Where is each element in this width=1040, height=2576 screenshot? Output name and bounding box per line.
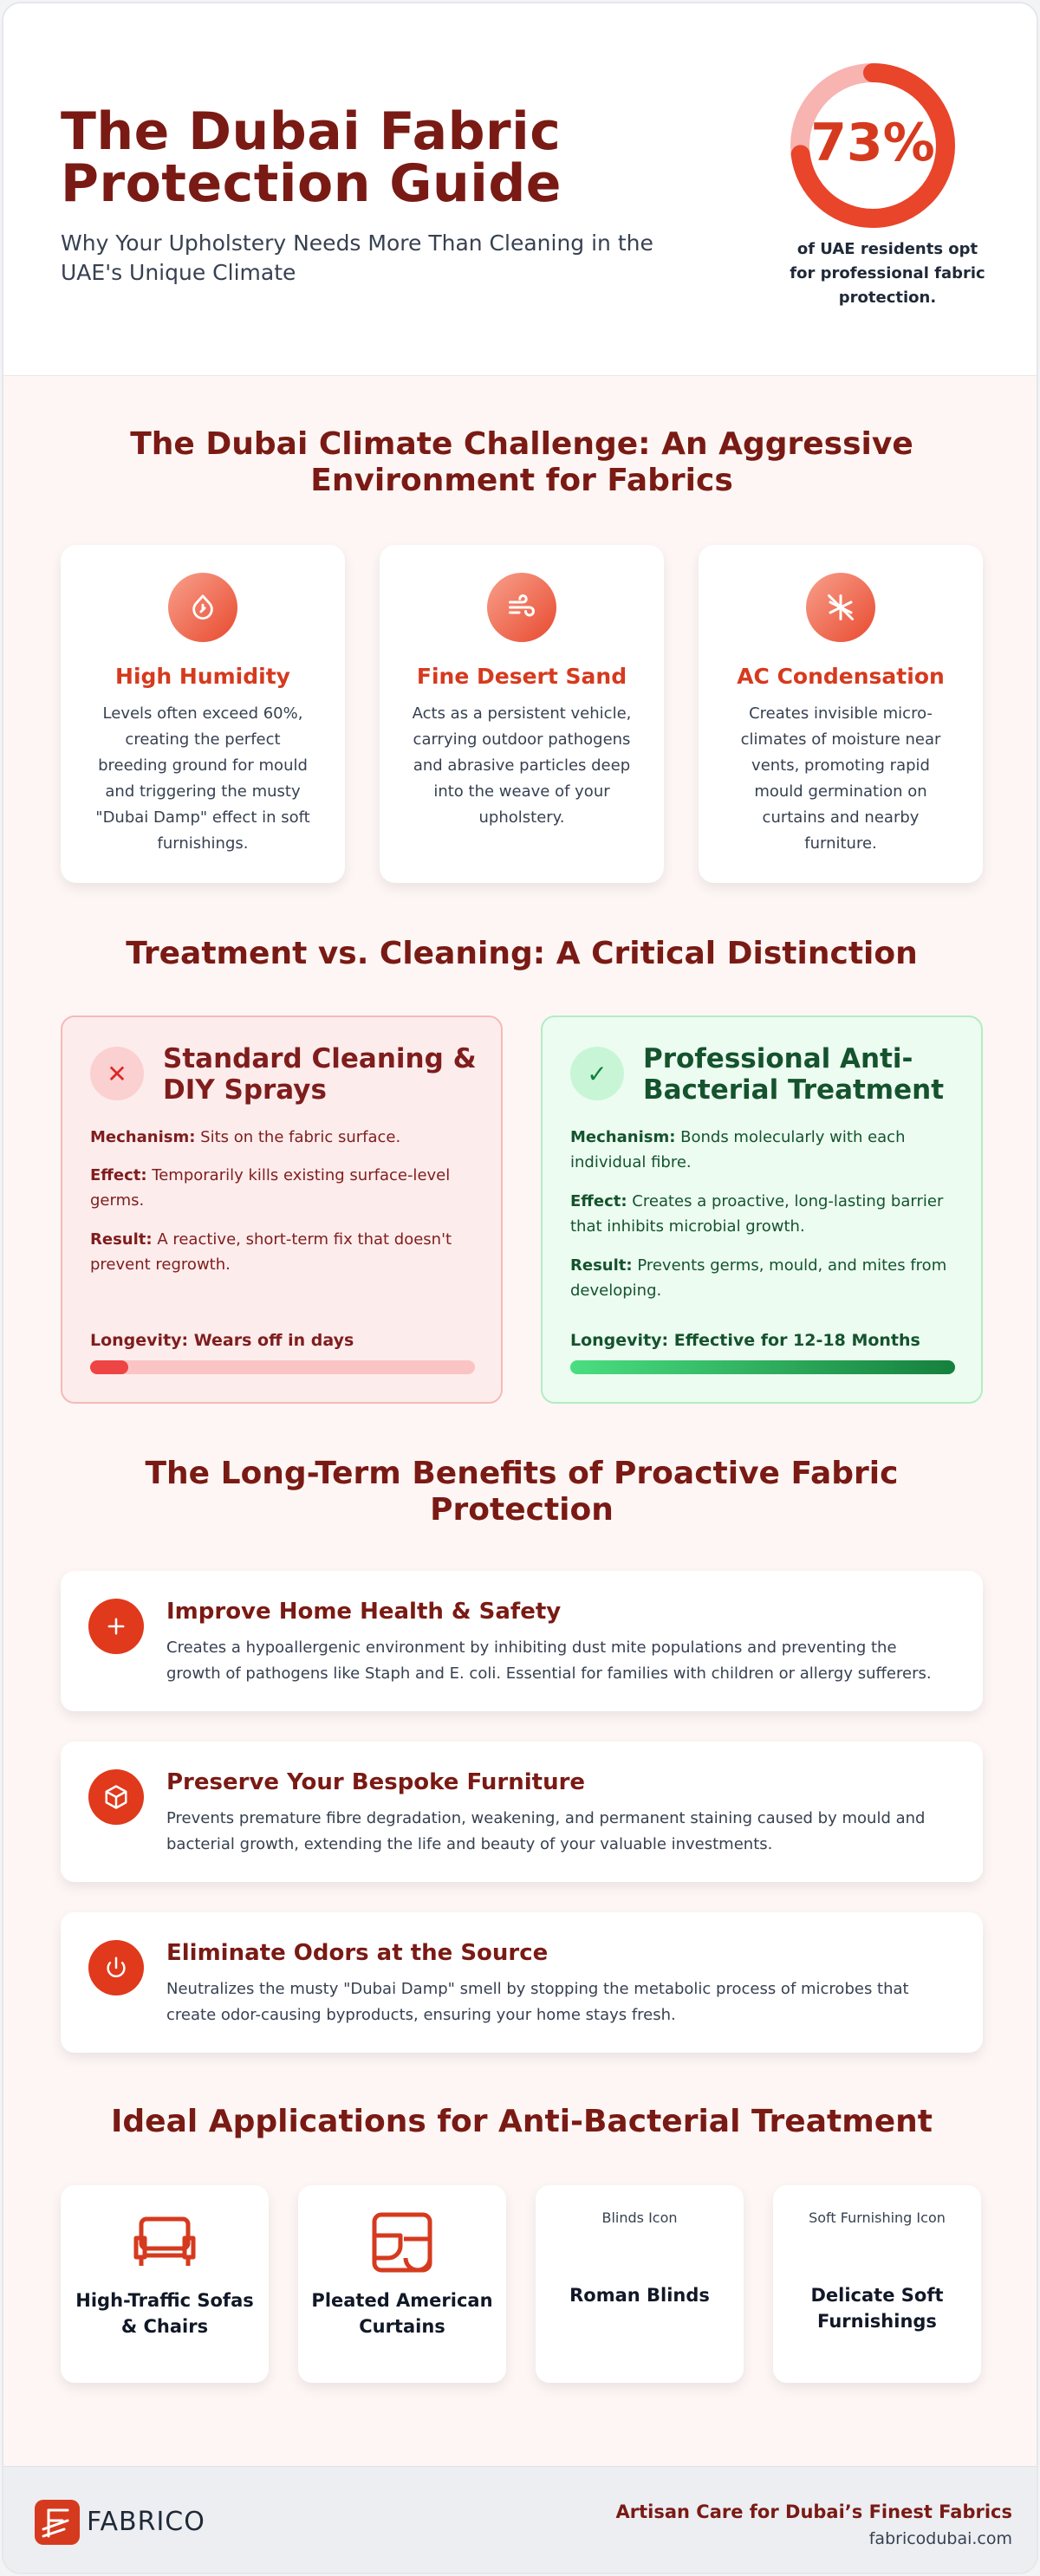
page-subtitle: Why Your Upholstery Needs More Than Cleaning in the UAE's Unique Climate [61,230,653,285]
standard-longevity-bar [90,1360,475,1374]
logo-text: FABRICO [87,2507,205,2537]
box-icon [88,1769,144,1825]
climate-card-text: Levels often exceed 60%, creating the perfect breeding ground for mould and triggering the musty "Dubai Damp" effect in soft furnishings. [95,704,310,853]
header [3,3,1038,376]
application-label: Pleated American Curtains [311,2290,493,2337]
professional-longevity-fill [570,1360,955,1374]
standard-cleaning-title: Standard Cleaning & DIY Sprays [163,1043,477,1106]
professional-treatment-title: Professional Anti-Bacterial Treatment [643,1043,945,1106]
applications-section-title: Ideal Applications for Anti-Bacterial Treatment [111,2104,933,2139]
comparison-section-title: Treatment vs. Cleaning: A Critical Distinction [126,936,918,971]
standard-cleaning-card [61,1015,503,1404]
soft-furnishing-icon: Soft Furnishing Icon [809,2209,946,2226]
page-title: The Dubai Fabric Protection Guide [61,101,562,214]
logo-icon [35,2500,80,2545]
check-icon: ✓ [570,1047,624,1100]
benefit-text: Creates a hypoallergenic environment by inhibiting dust mite populations and preventing the growth of pathogens like Staph and E. coli. Essential for families with children or allergy sufferers. [166,1638,932,1683]
stat-value: 73% [810,113,935,173]
professional-mechanism: Mechanism: Bonds molecularly with each individual fibre. [570,1128,906,1171]
climate-card-condensation [699,545,983,883]
plus-icon [88,1599,144,1654]
climate-card-humidity [61,545,345,883]
curtain-icon [367,2208,437,2277]
standard-longevity: Longevity: Wears off in days [90,1331,354,1350]
application-blinds [536,2185,744,2383]
standard-result: Result: A reactive, short-term fix that doesn't prevent regrowth. [90,1230,452,1274]
professional-effect: Effect: Creates a proactive, long-lasting barrier that inhibits microbial growth. [570,1192,944,1236]
benefit-title: Eliminate Odors at the Source [166,1940,549,1966]
application-label: Delicate Soft Furnishings [810,2285,944,2332]
benefit-title: Improve Home Health & Safety [166,1599,562,1625]
professional-result: Result: Prevents germs, mould, and mites from developing. [570,1256,947,1300]
application-label: High-Traffic Sofas & Chairs [75,2290,254,2337]
stat-caption: of UAE residents opt for professional fabric protection. [790,240,985,307]
snowflake-off-icon [806,573,875,642]
sofa-icon [130,2208,199,2277]
standard-effect: Effect: Temporarily kills existing surface-level germs. [90,1166,451,1210]
application-curtains [298,2185,506,2383]
benefit-title: Preserve Your Bespoke Furniture [166,1769,586,1795]
climate-card-text: Creates invisible micro-climates of moisture near vents, promoting rapid mould germination on curtains and nearby furniture. [740,704,941,853]
benefits-section-title: The Long-Term Benefits of Proactive Fabric Protection [145,1456,899,1528]
climate-card-title: Fine Desert Sand [416,664,627,689]
footer-tagline: Artisan Care for Dubai’s Finest Fabrics [615,2501,1012,2522]
application-soft-furnishings [773,2185,981,2383]
climate-card-sand [380,545,664,883]
benefit-health [61,1571,983,1711]
wind-icon [487,573,556,642]
blinds-icon: Blinds Icon [601,2209,678,2226]
professional-longevity-bar [570,1360,955,1374]
water-drop-icon [168,573,237,642]
infographic [2,2,1038,2574]
benefit-odors [61,1912,983,2053]
footer-website[interactable]: fabricodubai.com [868,2529,1012,2548]
close-icon: ✕ [90,1047,144,1100]
climate-card-title: High Humidity [115,664,290,689]
benefit-text: Neutralizes the musty "Dubai Damp" smell by stopping the metabolic process of microbes that create odor-causing byproducts, ensuring your home stays fresh. [166,1980,909,2024]
climate-section-title: The Dubai Climate Challenge: An Aggressive Environment for Fabrics [130,426,913,498]
professional-longevity: Longevity: Effective for 12-18 Months [570,1331,920,1350]
benefit-text: Prevents premature fibre degradation, weakening, and permanent staining caused by mould and bacterial growth, extending the life and beauty of your valuable investments. [166,1809,926,1853]
climate-card-title: AC Condensation [737,664,945,689]
power-icon [88,1940,144,1995]
standard-longevity-fill [90,1360,128,1374]
application-sofas [61,2185,269,2383]
footer [3,2466,1038,2574]
benefit-preserve [61,1742,983,1882]
professional-treatment-card [541,1015,983,1404]
application-label: Roman Blinds [569,2285,710,2306]
climate-card-text: Acts as a persistent vehicle, carrying outdoor pathogens and abrasive particles deep into the weave of your upholstery. [412,704,632,827]
standard-mechanism: Mechanism: Sits on the fabric surface. [90,1128,401,1146]
